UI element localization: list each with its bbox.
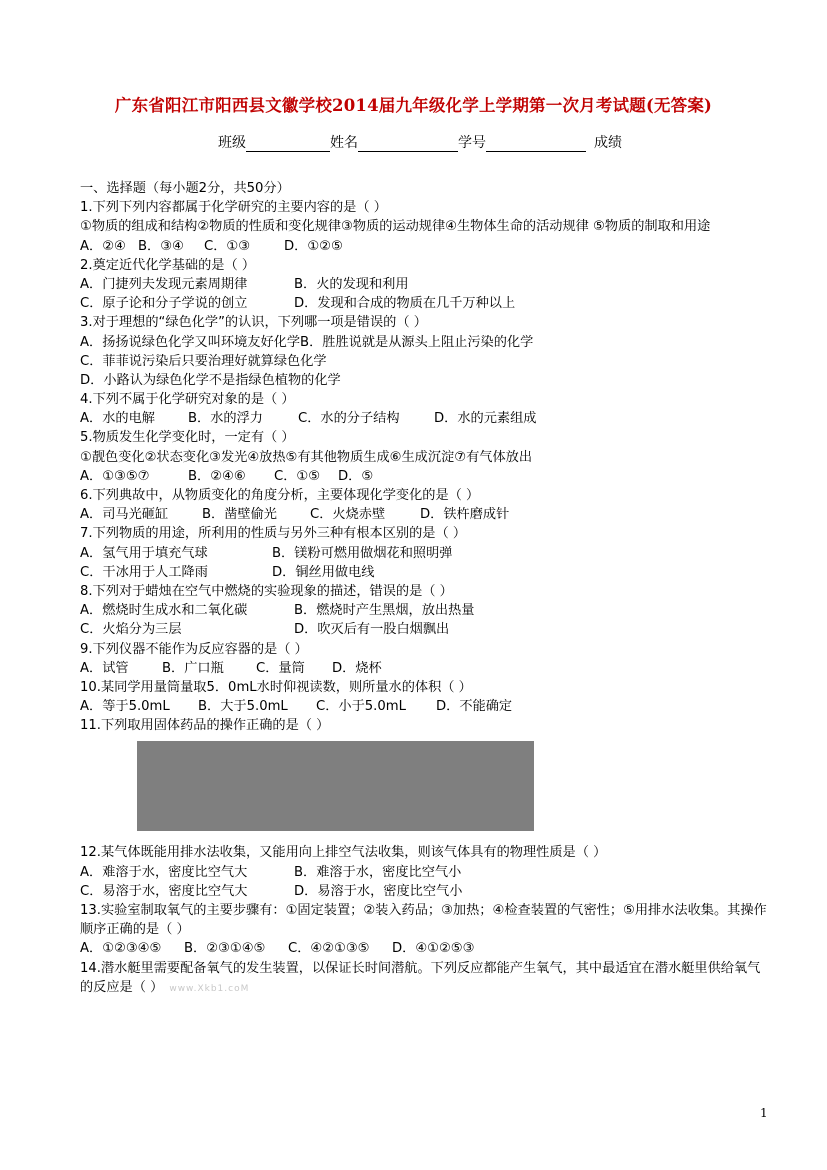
option-a[interactable]: A．氢气用于填充气球 [80, 545, 208, 561]
option-d[interactable]: D．水的元素组成 [434, 411, 537, 427]
question-6-options [80, 505, 770, 524]
option-a[interactable]: A．燃烧时生成水和二氧化碳 [80, 603, 248, 619]
option-b[interactable]: B．凿壁偷光 [202, 507, 277, 523]
option-c[interactable]: C．小于5.0mL [316, 699, 406, 715]
question-11-figure [137, 741, 534, 831]
class-label: 班级 [218, 135, 246, 151]
question-3-options-ab [80, 333, 770, 352]
question-9-stem: 9.下列仪器不能作为反应容器的是（ ） [80, 641, 308, 657]
question-4-options [80, 409, 770, 428]
option-a[interactable]: A．司马光砸缸 [80, 507, 169, 523]
question-2-options-ab [80, 275, 770, 294]
question-3-option-c[interactable]: C．菲菲说污染后只要治理好就算绿色化学 [80, 353, 327, 369]
question-7-options-ab [80, 544, 770, 563]
id-blank[interactable] [486, 137, 586, 152]
option-d[interactable]: D．铜丝用做电线 [272, 564, 375, 580]
score-label: 成绩 [594, 135, 622, 151]
question-4-stem: 4.下列不属于化学研究对象的是（ ） [80, 392, 295, 408]
question-12-options-cd [80, 882, 770, 901]
question-7-stem: 7.下列物质的用途，所利用的性质与另外三种有根本区别的是（ ） [80, 526, 467, 542]
option-c[interactable]: C．①⑤ [274, 468, 321, 484]
question-5-stem: 5.物质发生化学变化时，一定有（ ） [80, 430, 295, 446]
option-a[interactable]: A．等于5.0mL [80, 699, 170, 715]
option-b[interactable]: B．②④⑥ [188, 468, 246, 484]
question-14-text: 14.潜水艇里需要配备氧气的发生装置，以保证长时间潜航。下列反应都能产生氧气，其中最适宜在潜水艇里供给氧气的反应是（ ） [80, 960, 761, 995]
option-b[interactable]: B．难溶于水，密度比空气小 [294, 864, 462, 880]
question-6-stem: 6.下列典故中，从物质变化的角度分析，主要体现化学变化的是（ ） [80, 488, 480, 504]
question-1-stem: 1.下列下列内容都属于化学研究的主要内容的是（ ） [80, 200, 387, 216]
option-a[interactable]: A．②④ [80, 238, 126, 254]
option-d[interactable]: D．不能确定 [436, 699, 513, 715]
option-c[interactable]: C．易溶于水，密度比空气大 [80, 883, 248, 899]
option-b[interactable]: B．大于5.0mL [198, 699, 288, 715]
option-b[interactable]: B．广口瓶 [162, 660, 224, 676]
option-d[interactable]: D．①②⑤ [284, 238, 343, 254]
option-b[interactable]: B．水的浮力 [188, 411, 263, 427]
id-label: 学号 [458, 135, 486, 151]
option-a[interactable]: A．①②③④⑤ [80, 941, 162, 957]
question-11-stem: 11.下列取用固体药品的操作正确的是（ ） [80, 718, 330, 734]
question-9-options [80, 659, 770, 678]
question-2-options-cd [80, 294, 770, 313]
option-c[interactable]: C．火焰分为三层 [80, 622, 182, 638]
question-8-stem: 8.下列对于蜡烛在空气中燃烧的实验现象的描述，错误的是（ ） [80, 583, 453, 599]
student-info-line [218, 132, 622, 152]
question-8-options-cd [80, 620, 770, 639]
option-a[interactable]: A．试管 [80, 660, 129, 676]
question-list [80, 179, 770, 999]
name-label: 姓名 [330, 135, 358, 151]
option-a[interactable]: A．水的电解 [80, 411, 155, 427]
option-d[interactable]: D．吹灭后有一股白烟飘出 [294, 622, 450, 638]
option-d[interactable]: D．⑤ [338, 468, 374, 484]
option-c[interactable]: C．水的分子结构 [298, 411, 400, 427]
option-a[interactable]: A．①③⑤⑦ [80, 468, 150, 484]
question-5-options [80, 467, 770, 486]
name-blank[interactable] [358, 137, 458, 152]
question-1-options [80, 237, 770, 256]
option-b[interactable]: B．火的发现和利用 [294, 276, 409, 292]
question-3-option-d[interactable]: D．小路认为绿色化学不是指绿色植物的化学 [80, 372, 341, 388]
option-b[interactable]: B．燃烧时产生黑烟，放出热量 [294, 603, 475, 619]
option-c[interactable]: C．①③ [204, 238, 251, 254]
option-d[interactable]: D．发现和合成的物质在几千万种以上 [294, 296, 516, 312]
question-10-stem: 10.某同学用量筒量取5．0mL水时仰视读数，则所量水的体积（ ） [80, 679, 472, 695]
option-a[interactable]: A．门捷列夫发现元素周期律 [80, 276, 248, 292]
option-c[interactable]: C．④②①③⑤ [288, 941, 370, 957]
option-b[interactable]: B．③④ [138, 238, 184, 254]
option-c[interactable]: C．干冰用于人工降雨 [80, 564, 208, 580]
question-13-stem: 13.实验室制取氧气的主要步骤有：①固定装置；②装入药品；③加热；④检查装置的气密性；⑤用排水法收集。其操作顺序正确的是（ ） [80, 903, 767, 938]
option-c[interactable]: C．火烧赤壁 [310, 507, 386, 523]
question-8-options-ab [80, 601, 770, 620]
option-a[interactable]: A．难溶于水，密度比空气大 [80, 864, 248, 880]
question-3-stem: 3.对于理想的“绿色化学”的认识，下列哪一项是错误的（ ） [80, 315, 427, 331]
option-c[interactable]: C．原子论和分子学说的创立 [80, 296, 248, 312]
option-b[interactable]: B．胜胜说就是从源头上阻止污染的化学 [300, 334, 534, 350]
question-5-items: ①靓色变化②状态变化③发光④放热⑤有其他物质生成⑥生成沉淀⑦有气体放出 [80, 449, 533, 465]
page-title: 广东省阳江市阳西县文徽学校2014届九年级化学上学期第一次月考试题(无答案) [114, 96, 713, 115]
option-d[interactable]: D．易溶于水，密度比空气小 [294, 883, 463, 899]
option-a[interactable]: A．扬扬说绿色化学又叫环境友好化学 [80, 334, 301, 350]
option-d[interactable]: D．铁杵磨成针 [420, 507, 510, 523]
question-2-stem: 2.奠定近代化学基础的是（ ） [80, 257, 256, 273]
question-14-stem [80, 959, 770, 999]
question-12-options-ab [80, 863, 770, 882]
option-d[interactable]: D．烧杯 [332, 660, 382, 676]
watermark-text: www.Xkb1.coM [169, 983, 250, 994]
question-13-options [80, 939, 770, 958]
option-d[interactable]: D．④①②⑤③ [392, 941, 475, 957]
option-c[interactable]: C．量筒 [256, 660, 305, 676]
question-10-options [80, 697, 770, 716]
section-heading: 一、选择题（每小题2分，共50分） [80, 181, 290, 196]
question-7-options-cd [80, 563, 770, 582]
page-number: 1 [760, 1106, 768, 1120]
class-blank[interactable] [246, 137, 330, 152]
option-b[interactable]: B．镁粉可燃用做烟花和照明弹 [272, 545, 453, 561]
question-12-stem: 12.某气体既能用排水法收集，又能用向上排空气法收集，则该气体具有的物理性质是（ ） [80, 845, 607, 861]
option-b[interactable]: B．②③①④⑤ [184, 941, 266, 957]
question-1-items: ①物质的组成和结构②物质的性质和变化规律③物质的运动规律④生物体生命的活动规律 ⑤物质的制取和用途 [80, 219, 711, 235]
